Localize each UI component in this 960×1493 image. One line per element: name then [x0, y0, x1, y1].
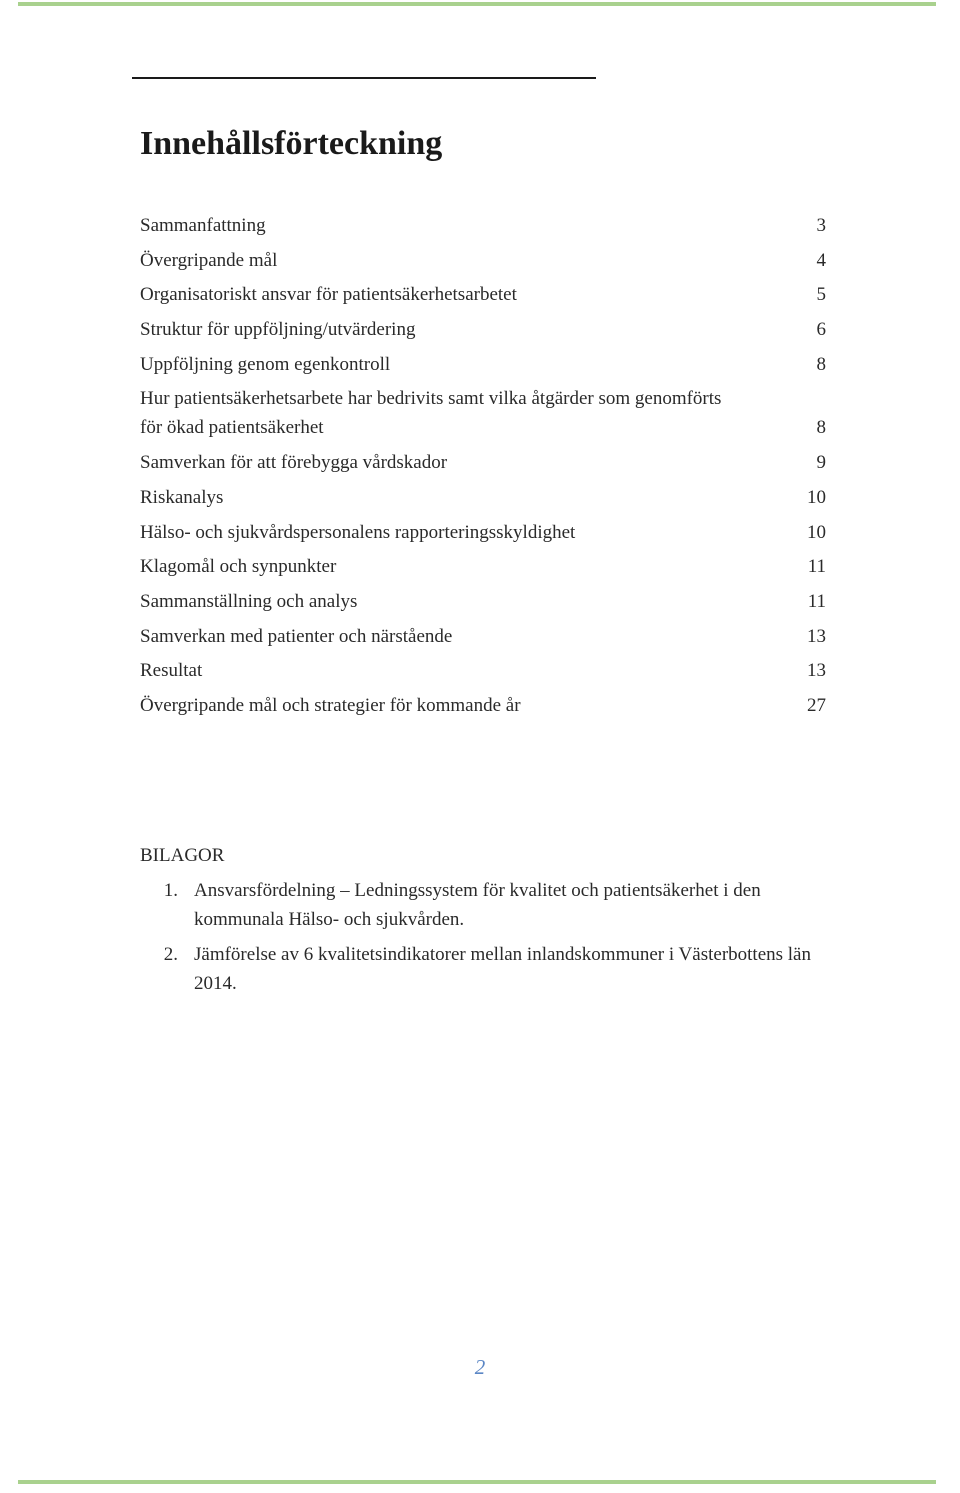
toc-entry: [140, 691, 826, 720]
toc-entry-page: 3: [816, 215, 826, 236]
toc-entry-page: 4: [816, 249, 826, 271]
toc-entry-label: Struktur för uppföljning/utvärdering: [140, 319, 416, 341]
toc-entry-label: Resultat: [140, 660, 203, 682]
toc-entry-label: Organisatoriskt ansvar för patientsäkerhetsarbetet: [140, 284, 517, 306]
toc-entry-page: 10: [807, 521, 826, 543]
toc-entry-page: 13: [807, 660, 826, 682]
toc-entry-page: 9: [816, 452, 826, 474]
toc-entry-label: Hälso- och sjukvårdspersonalens rapporteringsskyldighet: [140, 521, 576, 543]
appendix-text: Ansvarsfördelning – Ledningssystem för kvalitet och patientsäkerhet i den kommunala Hälso- och sjukvården.: [194, 880, 761, 930]
toc-entry-label: Hur patientsäkerhetsarbete har bedrivits samt vilka åtgärder som genomförts för ökad patientsäkerhet: [140, 388, 722, 439]
toc-entry: [140, 552, 826, 581]
appendix-number: 2.: [163, 944, 178, 965]
appendix-item: [140, 876, 830, 934]
toc-entry-page: 13: [807, 625, 826, 647]
toc-entry: [140, 315, 826, 344]
bottom-decorative-rule: [18, 1480, 936, 1484]
toc-entry-page: 11: [807, 590, 826, 612]
header-rule: [132, 77, 596, 79]
toc-entry-label: Sammanställning och analys: [140, 590, 358, 612]
toc-entry: [140, 246, 826, 275]
toc-entry-page: 8: [816, 417, 826, 439]
toc-entry-label: Övergripande mål: [140, 249, 278, 271]
toc-entry-page: 6: [816, 319, 826, 341]
toc-entry-page: 11: [807, 556, 826, 578]
appendices-list: [140, 876, 830, 1004]
toc-entry: [140, 384, 826, 442]
toc-entry: [140, 211, 826, 240]
toc-entry-page: 10: [807, 486, 826, 508]
toc-entry-page: 8: [816, 353, 826, 375]
toc-entry: [140, 587, 826, 616]
table-of-contents: [140, 211, 826, 726]
toc-entry: [140, 350, 826, 379]
toc-entry: [140, 448, 826, 477]
toc-entry-label: Klagomål och synpunkter: [140, 556, 337, 578]
toc-entry: [140, 518, 826, 547]
toc-entry: [140, 656, 826, 685]
toc-entry-label: Uppföljning genom egenkontroll: [140, 353, 391, 375]
appendix-text: Jämförelse av 6 kvalitetsindikatorer mellan inlandskommuner i Västerbottens län 2014.: [194, 944, 811, 994]
toc-entry-label: Övergripande mål och strategier för kommande år: [140, 694, 521, 716]
toc-entry-label: Samverkan med patienter och närstående: [140, 625, 453, 647]
page-number: 2: [474, 1355, 486, 1379]
toc-entry: [140, 280, 826, 309]
appendix-item: [140, 940, 830, 998]
page-title: Innehållsförteckning: [140, 125, 443, 162]
top-decorative-rule: [18, 2, 936, 6]
toc-entry-label: Sammanfattning: [140, 215, 266, 236]
toc-entry-page: 5: [816, 284, 826, 306]
appendix-number: 1.: [163, 880, 178, 901]
toc-entry-label: Riskanalys: [140, 486, 224, 508]
toc-entry-label: Samverkan för att förebygga vårdskador: [140, 452, 448, 474]
toc-entry: [140, 622, 826, 651]
toc-entry: [140, 483, 826, 512]
toc-entry-page: 27: [807, 694, 826, 716]
appendices-heading: BILAGOR: [140, 845, 225, 866]
